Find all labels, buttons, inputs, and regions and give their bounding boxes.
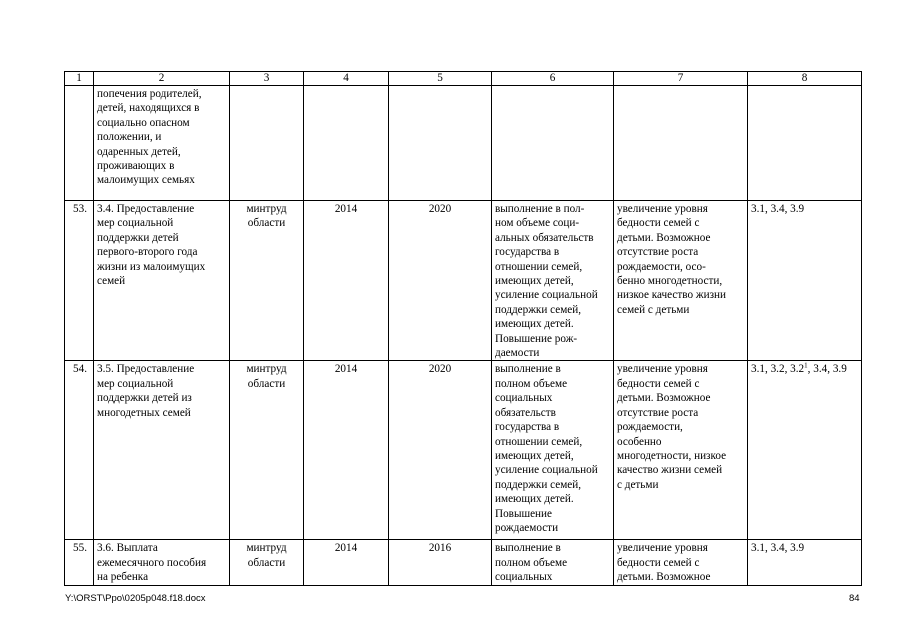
executor-cell [230,201,304,361]
header-cell: 4 [304,72,389,86]
cell-line: выполнение в пол- [495,203,585,215]
indicators-text: 3.1, 3.2, 3.2 [751,363,805,376]
cell-line: 3.5. Предоставление [97,363,195,376]
cell-line: полном объеме [495,377,568,390]
cell-line: выполнение в [495,542,561,555]
consequence-cell [614,201,748,361]
header-cell: 7 [614,72,748,86]
indicators-cell [748,86,862,201]
cell-line: Повышение рож- [495,332,578,345]
cell-line: первого-второго года [97,246,198,259]
table-row-continuation [65,86,862,201]
cell-line: бедности семей с [617,377,700,390]
measure-name-cell [94,540,230,585]
cell-line: на ребенка [97,571,149,584]
header-cell: 2 [94,72,230,86]
cell-line: положении, и [97,131,162,144]
header-cell: 3 [230,72,304,86]
table-row [65,540,862,585]
end-year-cell: 2020 [389,201,492,361]
cell-line: особенно [617,435,662,448]
row-number-cell: 54. [65,361,94,540]
cell-line: области [247,217,286,230]
result-cell [492,201,614,361]
row-number-cell [65,86,94,201]
cell-line: отношении семей, [495,435,583,448]
cell-line: рождаемости, [617,421,683,434]
cell-line: рождаемости [495,521,559,534]
cell-line: поддержки детей [97,231,179,244]
cell-line: государства в [495,246,560,259]
cell-line: усиление социальной [495,289,598,302]
header-cell: 5 [389,72,492,86]
row-number-cell: 55. [65,540,94,585]
cell-line: имеющих детей, [495,275,574,288]
cell-line: области [247,377,286,390]
cell-line: отсутствие роста [617,246,699,259]
result-cell [492,540,614,585]
cell-line: минтруд [246,363,287,376]
cell-line: рождаемости, осо- [617,260,706,273]
table-row [65,361,862,540]
header-cell: 1 [65,72,94,86]
cell-line: проживающих в [97,160,175,173]
cell-line: детьми. Возможное [617,571,711,584]
cell-line: социально опасном [97,116,190,129]
end-year-cell: 2020 [389,361,492,540]
indicator-superscript: 1 [804,361,808,370]
cell-line: минтруд [246,203,287,215]
cell-line: альных обязательств [495,231,594,244]
indicators-cell: 3.1, 3.4, 3.9 [748,201,862,361]
start-year-cell: 2014 [304,361,389,540]
row-number-cell: 53. [65,201,94,361]
cell-line: детьми. Возможное [617,231,711,244]
measure-name-cell [94,201,230,361]
cell-line: детьми. Возможное [617,392,711,405]
program-table [64,71,862,586]
start-year-cell: 2014 [304,540,389,585]
cell-line: поддержки семей, [495,478,582,491]
cell-line: многодетных семей [97,406,191,419]
measure-name-cell [94,86,230,201]
executor-cell [230,86,304,201]
cell-line: бедности семей с [617,556,700,569]
cell-line: имеющих детей. [495,318,574,331]
document-file-path: Y:\ORST\Ppo\0205p048.f18.docx [65,593,206,604]
indicators-cell: 3.1, 3.4, 3.9 [748,540,862,585]
cell-line: 3.4. Предоставление [97,203,195,215]
cell-line: государства в [495,421,560,434]
consequence-cell [614,540,748,585]
cell-line: одаренных детей, [97,145,181,158]
cell-line: жизни из малоимущих [97,260,206,273]
cell-line: качество жизни семей [617,464,723,477]
cell-line: мер социальной [97,217,174,230]
cell-line: детей, находящихся в [97,102,200,115]
cell-line: многодетности, низкое [617,449,727,462]
cell-line: ежемесячного пособия [97,556,207,569]
executor-cell [230,361,304,540]
cell-line: поддержки детей из [97,392,192,405]
cell-line: увеличение уровня [617,363,708,376]
result-cell [492,361,614,540]
cell-line: полном объеме [495,556,568,569]
cell-line: бедности семей с [617,217,700,230]
cell-line: увеличение уровня [617,542,708,555]
cell-line: малоимущих семьях [97,174,195,187]
cell-line: бенно многодетности, [617,275,723,288]
start-year-cell [304,86,389,201]
indicators-cell [748,361,862,540]
cell-line: имеющих детей. [495,493,574,506]
table-row [65,201,862,361]
cell-line: социальных [495,571,553,584]
cell-line: имеющих детей, [495,449,574,462]
end-year-cell: 2016 [389,540,492,585]
measure-name-cell [94,361,230,540]
start-year-cell: 2014 [304,201,389,361]
cell-line: 3.6. Выплата [97,542,158,555]
cell-line: Повышение [495,507,552,520]
cell-line: социальных [495,392,553,405]
cell-line: выполнение в [495,363,561,376]
cell-line: с детьми [617,478,659,491]
header-cell: 8 [748,72,862,86]
cell-line: семей с детьми [617,303,690,316]
cell-line: попечения родителей, [97,88,202,100]
cell-line: увеличение уровня [617,203,708,215]
consequence-cell [614,86,748,201]
consequence-cell [614,361,748,540]
cell-line: области [247,556,286,569]
header-row [65,72,862,86]
cell-line: усиление социальной [495,464,598,477]
cell-line: даемости [495,347,540,360]
cell-line: обязательств [495,406,556,419]
cell-line: отсутствие роста [617,406,699,419]
page-number: 84 [849,593,860,604]
end-year-cell [389,86,492,201]
cell-line: низкое качество жизни [617,289,726,302]
result-cell [492,86,614,201]
cell-line: мер социальной [97,377,174,390]
cell-line: ном объеме соци- [495,217,580,230]
cell-line: минтруд [246,542,287,555]
cell-line: отношении семей, [495,260,583,273]
indicators-text: , 3.4, 3.9 [807,363,847,376]
header-cell: 6 [492,72,614,86]
cell-line: поддержки семей, [495,303,582,316]
cell-line: семей [97,275,126,288]
executor-cell [230,540,304,585]
